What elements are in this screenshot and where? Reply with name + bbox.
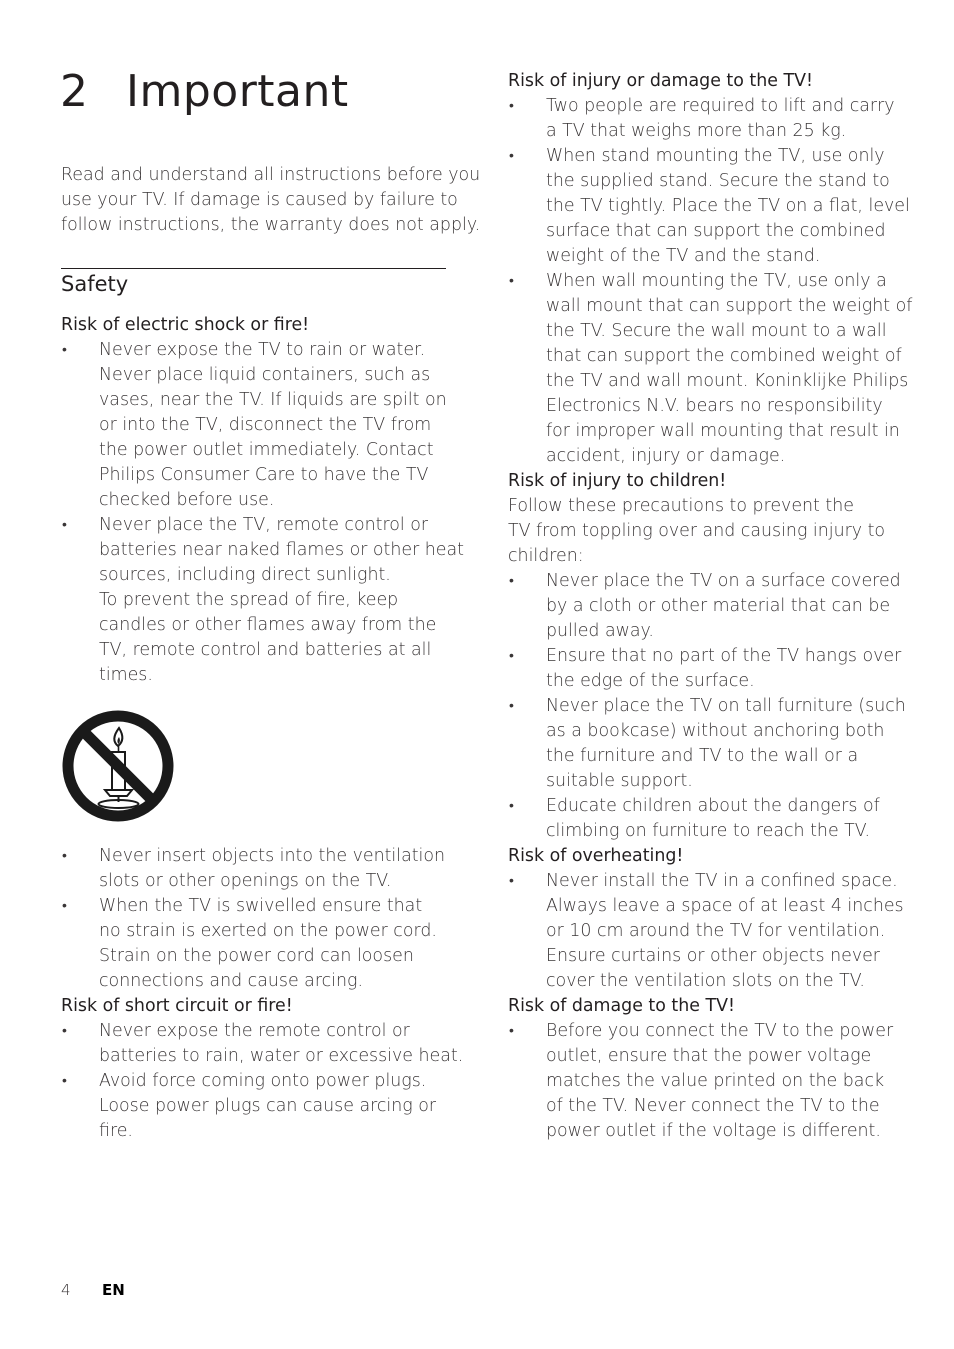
bullet-dot: • (62, 517, 67, 533)
bullet-line: wall mount that can support the weight of (546, 296, 913, 316)
bullet-item (508, 1019, 908, 1144)
bullet-dot: • (509, 98, 514, 114)
page-footer (61, 1280, 125, 1300)
intro-line: Read and understand all instructions before you (61, 165, 481, 185)
bullet-dot: • (509, 698, 514, 714)
bullet-item (508, 644, 908, 694)
bullet-dot: • (509, 648, 514, 664)
bullet-line: Never install the TV in a confined space. (546, 871, 898, 891)
bullet-line: or 10 cm around the TV for ventilation. (546, 921, 886, 941)
bullet-line: When the TV is swivelled ensure that (99, 896, 423, 916)
bullet-line: fire. (99, 1121, 133, 1141)
chapter-heading (60, 66, 349, 117)
bullet-dot: • (509, 798, 514, 814)
bullet-line: batteries to rain, water or excessive heat. (99, 1046, 464, 1066)
bullet-line: Educate children about the dangers of (546, 796, 880, 816)
bullet-line: surface that can support the combined (546, 221, 886, 241)
bullet-dot: • (509, 573, 514, 589)
bullet-line: by a cloth or other material that can be (546, 596, 891, 616)
bullet-line: weight of the TV and the stand. (546, 246, 821, 266)
bullet-line: as a bookcase) without anchoring both (546, 721, 885, 741)
section-divider (61, 268, 446, 269)
bullet-line: pulled away. (546, 621, 654, 641)
bullet-item (61, 338, 451, 513)
bullet-line: Always leave a space of at least 4 inches (546, 896, 904, 916)
bullet-line: the TV and wall mount. Koninklijke Philips (546, 371, 909, 391)
chapter-title: Important (126, 66, 349, 117)
bullet-line: of the TV. Never connect the TV to the (546, 1096, 880, 1116)
bullet-line: suitable support. (546, 771, 693, 791)
bullet-item (508, 869, 908, 994)
bullet-line: Never place liquid containers, such as (99, 365, 431, 385)
bullet-dot: • (509, 1023, 514, 1039)
bullet-line: Never place the TV on a surface covered (546, 571, 901, 591)
bullet-item (61, 1019, 464, 1069)
bullet-line: connections and cause arcing. (99, 971, 363, 991)
bullet-line: Never expose the remote control or (99, 1021, 410, 1041)
bullet-line: Two people are required to lift and carry (546, 96, 895, 116)
bullet-line: matches the value printed on the back (546, 1071, 885, 1091)
bullet-line: Never place the TV on tall furniture (such (546, 696, 906, 716)
bullet-list (61, 1019, 464, 1144)
ventilation-section (61, 844, 464, 1144)
subheading-damage: Risk of damage to the TV! (508, 996, 735, 1016)
bullet-item (508, 269, 913, 469)
language-code: EN (102, 1281, 125, 1299)
bullet-list (61, 844, 451, 994)
bullet-list (508, 869, 908, 994)
bullet-line: batteries near naked flames or other heat (99, 540, 464, 560)
bullet-list (508, 1019, 908, 1144)
bullet-line: To prevent the spread of fire, keep (99, 590, 399, 610)
subheading-overheating: Risk of overheating! (508, 846, 684, 866)
bullet-item (61, 844, 451, 894)
bullet-item (508, 94, 908, 144)
shock-section (61, 313, 464, 688)
subheading-injury-damage: Risk of injury or damage to the TV! (508, 71, 813, 91)
bullet-item (61, 894, 451, 994)
bullet-dot: • (509, 873, 514, 889)
bullet-line: or into the TV, disconnect the TV from (99, 415, 432, 435)
intro-paragraph (61, 163, 481, 238)
bullet-line: the supplied stand. Secure the stand to (546, 171, 890, 191)
bullet-line: TV, remote control and batteries at all (99, 640, 432, 660)
bullet-line: Loose power plugs can cause arcing or (99, 1096, 437, 1116)
bullet-line: times. (99, 665, 153, 685)
bullet-item (508, 694, 908, 794)
bullet-line: Never place the TV, remote control or (99, 515, 429, 535)
bullet-line: accident, injury or damage. (546, 446, 786, 466)
page-number: 4 (61, 1281, 71, 1299)
bullet-line: the edge of the surface. (546, 671, 755, 691)
bullet-line: for improper wall mounting that result in (546, 421, 900, 441)
bullet-line: the TV tightly. Place the TV on a flat, level (546, 196, 910, 216)
bullet-line: vases, near the TV. If liquids are spilt on (99, 390, 447, 410)
bullet-line: Avoid force coming onto power plugs. (99, 1071, 427, 1091)
bullet-line: climbing on furniture to reach the TV. (546, 821, 870, 841)
bullet-line: the furniture and TV to the wall or a (546, 746, 859, 766)
intro-line: use your TV. If damage is caused by failure to (61, 190, 458, 210)
bullet-dot: • (62, 898, 67, 914)
bullet-item (61, 513, 464, 688)
bullet-line: Before you connect the TV to the power (546, 1021, 894, 1041)
bullet-dot: • (509, 148, 514, 164)
right-column (508, 69, 913, 1144)
subheading-children: Risk of injury to children! (508, 471, 727, 491)
bullet-line: that can support the combined weight of (546, 346, 902, 366)
subheading-shock: Risk of electric shock or fire! (61, 315, 310, 335)
bullet-line: slots or other openings on the TV. (99, 871, 392, 891)
bullet-line: Ensure that no part of the TV hangs over (546, 646, 902, 666)
bullet-line: the TV. Secure the wall mount to a wall (546, 321, 887, 341)
bullet-dot: • (62, 1023, 67, 1039)
bullet-line: Philips Consumer Care to have the TV (99, 465, 429, 485)
children-intro (508, 494, 908, 569)
bullet-line: Never insert objects into the ventilation (99, 846, 446, 866)
bullet-line: the power outlet immediately. Contact (99, 440, 434, 460)
bullet-list (508, 94, 913, 469)
bullet-dot: • (62, 342, 67, 358)
bullet-dot: • (62, 1073, 67, 1089)
bullet-item (61, 1069, 451, 1144)
bullet-line: a TV that weighs more than 25 kg. (546, 121, 847, 141)
bullet-list (61, 338, 464, 688)
bullet-line: power outlet if the voltage is different. (546, 1121, 881, 1141)
bullet-line: Electronics N.V. bears no responsibility (546, 396, 883, 416)
bullet-item (508, 569, 908, 644)
bullet-dot: • (509, 273, 514, 289)
bullet-line: Never expose the TV to rain or water. (99, 340, 426, 360)
bullet-item (508, 794, 908, 844)
bullet-dot: • (62, 848, 67, 864)
bullet-line: When wall mounting the TV, use only a (546, 271, 887, 291)
bullet-item (508, 144, 908, 269)
intro-line: follow instructions, the warranty does not apply. (61, 215, 481, 235)
bullet-line: cover the ventilation slots on the TV. (546, 971, 865, 991)
chapter-number: 2 (60, 66, 89, 117)
children-intro-line: children: (508, 546, 584, 566)
bullet-line: Strain on the power cord can loosen (99, 946, 414, 966)
bullet-line: sources, including direct sunlight. (99, 565, 391, 585)
subheading-short-circuit: Risk of short circuit or fire! (61, 996, 293, 1016)
bullet-line: Ensure curtains or other objects never (546, 946, 880, 966)
bullet-list (508, 569, 908, 844)
bullet-line: outlet, ensure that the power voltage (546, 1046, 872, 1066)
bullet-line: When stand mounting the TV, use only (546, 146, 885, 166)
children-intro-line: Follow these precautions to prevent the (508, 496, 854, 516)
no-open-flame-icon (61, 706, 175, 826)
bullet-line: no strain is exerted on the power cord. (99, 921, 437, 941)
bullet-line: candles or other flames away from the (99, 615, 437, 635)
bullet-line: checked before use. (99, 490, 275, 510)
children-intro-line: TV from toppling over and causing injury to (508, 521, 886, 541)
section-title: Safety (61, 272, 129, 296)
